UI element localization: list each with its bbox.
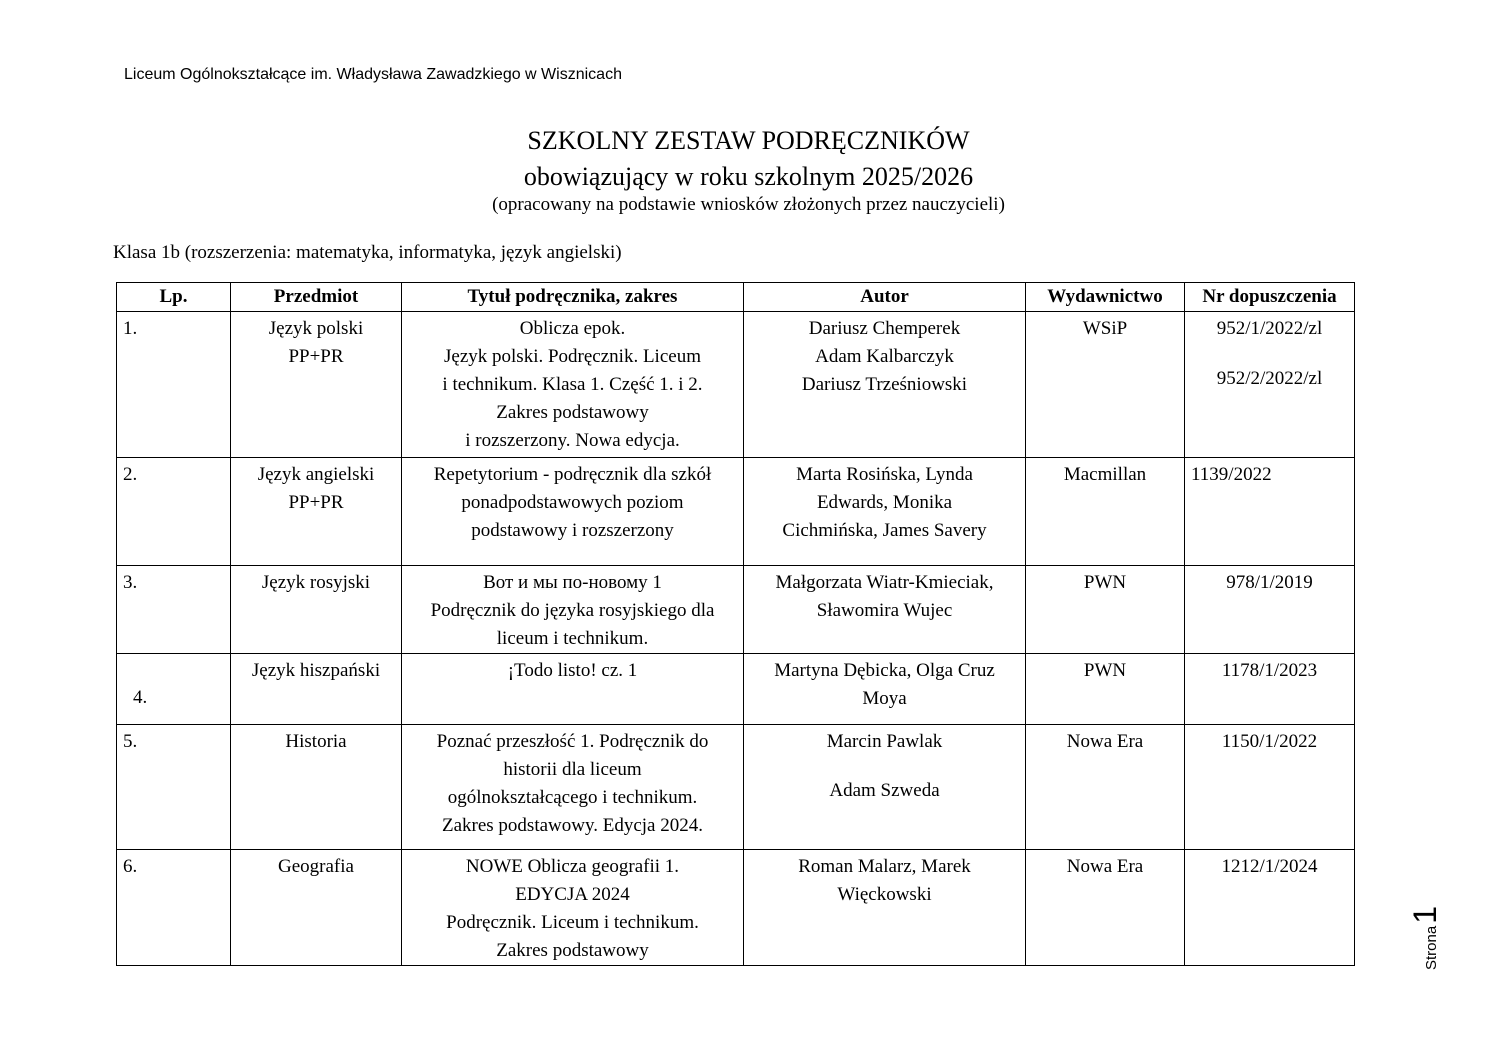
class-info: Klasa 1b (rozszerzenia: matematyka, informatyka, język angielski) (113, 242, 622, 263)
cell-lp: 2. (117, 458, 231, 566)
cell-title: Poznać przeszłość 1. Podręcznik do historii dla liceum ogólnokształcącego i technikum. Zakres podstawowy. Edycja 2024. (402, 725, 744, 850)
header-title: Tytuł podręcznika, zakres (402, 283, 744, 312)
cell-approval: 1212/1/2024 (1185, 850, 1355, 966)
cell-publisher: Nowa Era (1026, 725, 1185, 850)
cell-publisher: Macmillan (1026, 458, 1185, 566)
cell-title: ¡Todo listo! cz. 1 (402, 654, 744, 725)
cell-author: Roman Malarz, Marek Więckowski (744, 850, 1026, 966)
cell-publisher: Nowa Era (1026, 850, 1185, 966)
cell-publisher: PWN (1026, 654, 1185, 725)
cell-lp: 5. (117, 725, 231, 850)
cell-subject: Język hiszpański (231, 654, 402, 725)
table-header-row (117, 283, 1355, 312)
cell-lp: 4. (117, 654, 231, 725)
cell-title: Вот и мы по-новому 1 Podręcznik do języka rosyjskiego dla liceum i technikum. (402, 566, 744, 654)
document-subtitle: (opracowany na podstawie wniosków złożonych przez nauczycieli) (492, 194, 1005, 215)
cell-lp: 6. (117, 850, 231, 966)
cell-subject: Historia (231, 725, 402, 850)
cell-author: Marcin Pawlak Adam Szweda (744, 725, 1026, 850)
cell-subject: Język angielski PP+PR (231, 458, 402, 566)
header-lp: Lp. (117, 283, 231, 312)
cell-approval: 952/1/2022/zl 952/2/2022/zl (1185, 312, 1355, 458)
textbook-table (116, 282, 1355, 966)
table-row (117, 312, 1355, 458)
table-row (117, 458, 1355, 566)
cell-author: Martyna Dębicka, Olga Cruz Moya (744, 654, 1026, 725)
cell-approval: 978/1/2019 (1185, 566, 1355, 654)
table-row (117, 850, 1355, 966)
page-number-value: 1 (1407, 906, 1443, 924)
cell-publisher: PWN (1026, 566, 1185, 654)
cell-title: Oblicza epok. Język polski. Podręcznik. Liceum i technikum. Klasa 1. Część 1. i 2. Zakres podstawowy i rozszerzony. Nowa edycja. (402, 312, 744, 458)
cell-lp: 3. (117, 566, 231, 654)
header-approval: Nr dopuszczenia (1185, 283, 1355, 312)
cell-lp: 1. (117, 312, 231, 458)
cell-author: Marta Rosińska, Lynda Edwards, Monika Cichmińska, James Savery (744, 458, 1026, 566)
table-row (117, 725, 1355, 850)
header-subject: Przedmiot (231, 283, 402, 312)
cell-author: Małgorzata Wiatr-Kmieciak, Sławomira Wujec (744, 566, 1026, 654)
cell-title: NOWE Oblicza geografii 1. EDYCJA 2024 Podręcznik. Liceum i technikum. Zakres podstawowy (402, 850, 744, 966)
cell-publisher: WSiP (1026, 312, 1185, 458)
cell-author: Dariusz Chemperek Adam Kalbarczyk Dariusz Trześniowski (744, 312, 1026, 458)
header-publisher: Wydawnictwo (1026, 283, 1185, 312)
cell-approval: 1178/1/2023 (1185, 654, 1355, 725)
page-label: Strona (1423, 925, 1440, 970)
header-author: Autor (744, 283, 1026, 312)
table-row (117, 654, 1355, 725)
cell-approval: 1139/2022 (1185, 458, 1355, 566)
school-name: Liceum Ogólnokształcące im. Władysława Zawadzkiego w Wisznicach (124, 66, 622, 83)
document-title: SZKOLNY ZESTAW PODRĘCZNIKÓW (527, 126, 970, 155)
table-row (117, 566, 1355, 654)
cell-subject: Język polski PP+PR (231, 312, 402, 458)
page-number (1407, 890, 1467, 970)
cell-subject: Geografia (231, 850, 402, 966)
document-title-year: obowiązujący w roku szkolnym 2025/2026 (523, 162, 974, 191)
cell-subject: Język rosyjski (231, 566, 402, 654)
cell-title: Repetytorium - podręcznik dla szkół ponadpodstawowych poziom podstawowy i rozszerzony (402, 458, 744, 566)
cell-approval: 1150/1/2022 (1185, 725, 1355, 850)
